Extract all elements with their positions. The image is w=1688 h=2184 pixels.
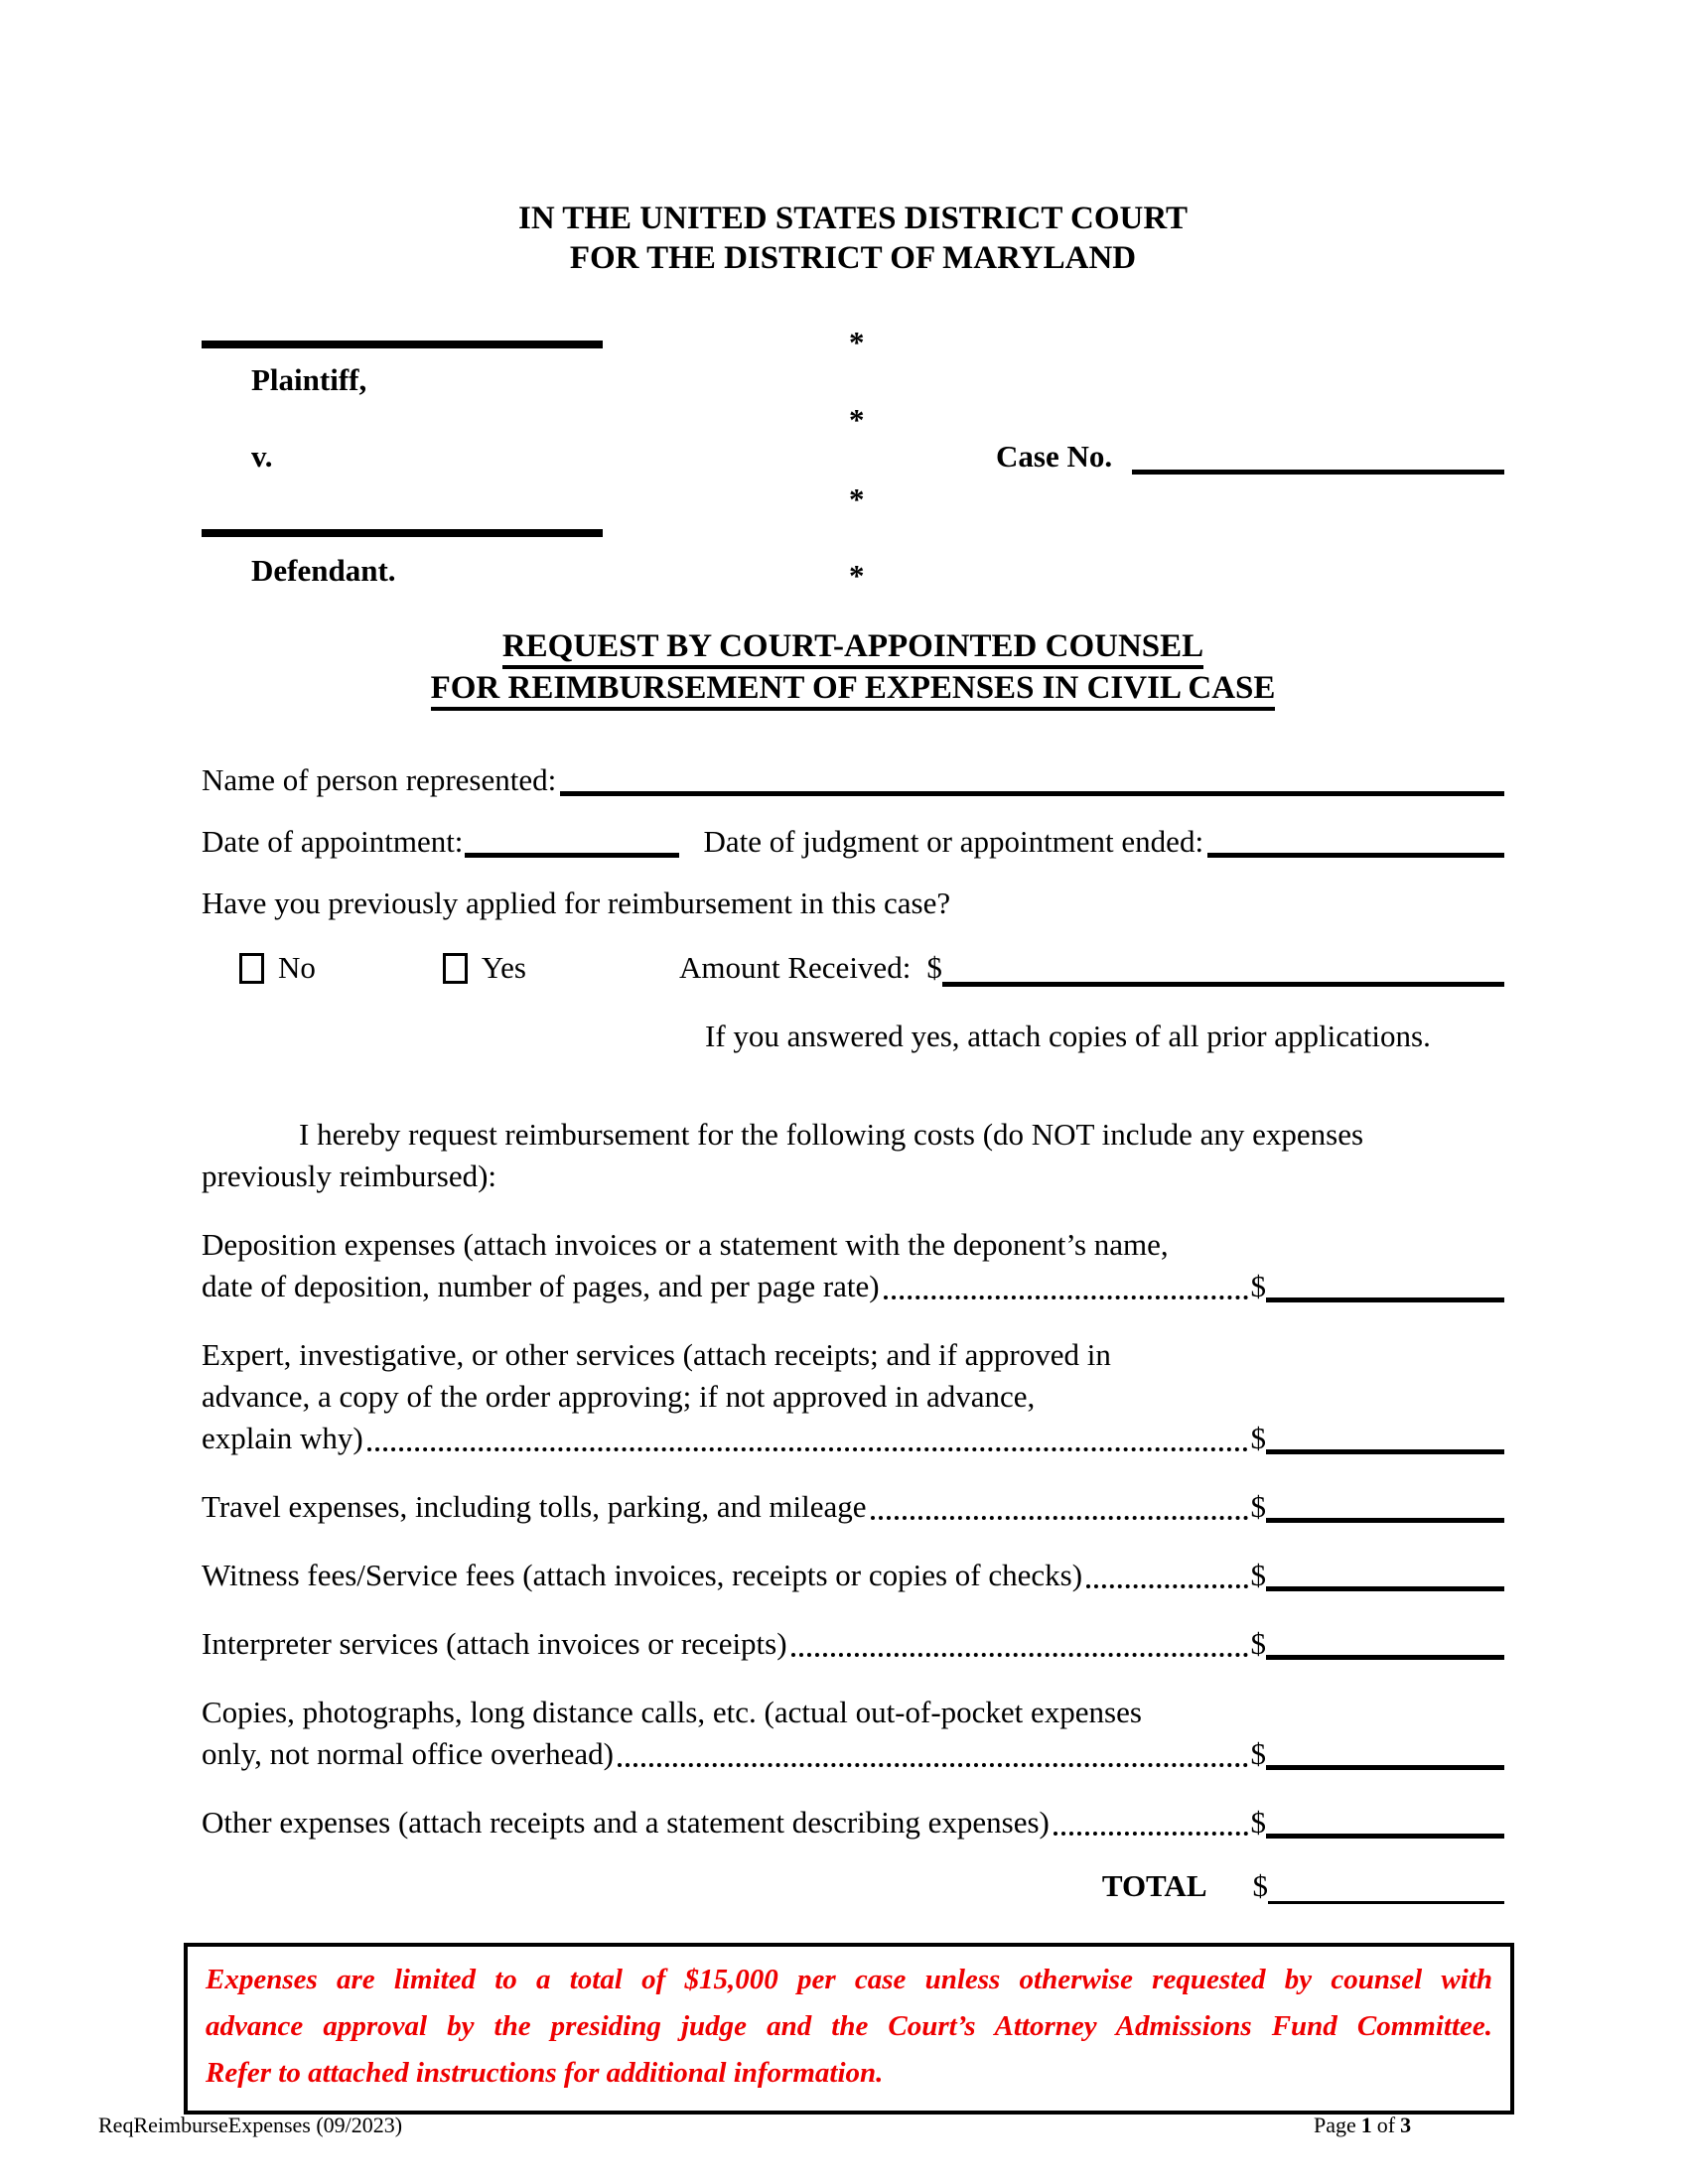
expense-text: Copies, photographs, long distance calls, etc. (actual out-of-pocket expenses [202, 1695, 1142, 1729]
dot-leader [1054, 1832, 1248, 1836]
expense-item-copies [202, 1692, 1504, 1775]
interpreter-amount-blank-line[interactable] [1266, 1655, 1504, 1660]
notice-line1: Expenses are limited to a total of $15,000 per case unless otherwise requested by counsel with [206, 1964, 1492, 1995]
other-amount-blank-line[interactable] [1266, 1834, 1504, 1839]
expert-amount-blank-line[interactable] [1266, 1449, 1504, 1454]
copies-amount-blank-line[interactable] [1266, 1765, 1504, 1770]
yes-checkbox[interactable] [443, 953, 468, 984]
expense-text: Witness fees/Service fees (attach invoices, receipts or copies of checks) [202, 1558, 1083, 1592]
versus-label: v. [251, 439, 273, 474]
form-title [202, 625, 1504, 709]
notice-line3: Refer to attached instructions for additional information. [206, 2057, 884, 2089]
plaintiff-name-blank-line[interactable] [202, 323, 603, 348]
dot-leader [1086, 1584, 1247, 1588]
dollar-sign: $ [926, 950, 942, 985]
amount-received-blank-line[interactable] [942, 982, 1504, 987]
case-caption [202, 323, 1504, 611]
expense-text: only, not normal office overhead) [202, 1736, 614, 1771]
dollar-sign: $ [1252, 1868, 1268, 1903]
expense-text: date of deposition, number of pages, and per page rate) [202, 1269, 880, 1303]
no-checkbox-label: No [278, 950, 316, 985]
dot-leader [618, 1763, 1248, 1767]
dollar-sign: $ [1250, 1626, 1266, 1661]
expense-item-other [202, 1802, 1504, 1843]
expense-text: Travel expenses, including tolls, parking, and mileage [202, 1489, 867, 1524]
previous-application-question: Have you previously applied for reimbursement in this case? [202, 886, 951, 920]
caption-asterisk: * [849, 402, 865, 437]
dates-row [202, 822, 1504, 862]
dot-leader [871, 1516, 1248, 1520]
date-appointment-label: Date of appointment: [202, 824, 464, 859]
dollar-sign: $ [1250, 1558, 1266, 1592]
expense-text: Expert, investigative, or other services (attach receipts; and if approved in [202, 1337, 1111, 1372]
dot-leader [884, 1296, 1248, 1299]
no-checkbox[interactable] [239, 953, 264, 984]
court-name-line2: FOR THE DISTRICT OF MARYLAND [569, 240, 1137, 276]
notice-line2: advance approval by the presiding judge and the Court’s Attorney Admissions Fund Committee. [206, 2010, 1492, 2042]
caption-asterisk: * [849, 481, 865, 516]
dollar-sign: $ [1250, 1805, 1266, 1840]
intro-line2: previously reimbursed): [202, 1159, 497, 1193]
travel-amount-blank-line[interactable] [1266, 1518, 1504, 1523]
expense-text: Deposition expenses (attach invoices or a statement with the deponent’s name, [202, 1227, 1169, 1262]
expense-item-interpreter [202, 1623, 1504, 1665]
page-number: 1 [1360, 2113, 1372, 2137]
dot-leader [367, 1447, 1248, 1451]
case-number-label: Case No. [996, 439, 1113, 474]
intro-line1: I hereby request reimbursement for the following costs (do NOT include any expenses [299, 1117, 1364, 1152]
form-version-footer: ReqReimburseExpenses (09/2023) [98, 2113, 403, 2137]
page-number-footer [1314, 2113, 1411, 2138]
expense-item-witness-fees [202, 1555, 1504, 1596]
total-amount-blank-line[interactable] [1268, 1901, 1504, 1904]
form-title-line2: FOR REIMBURSEMENT OF EXPENSES IN CIVIL CASE [431, 670, 1276, 711]
total-row [202, 1865, 1504, 1907]
total-label: TOTAL [1101, 1868, 1207, 1903]
intro-paragraph [202, 1114, 1504, 1197]
expense-text: Interpreter services (attach invoices or receipts) [202, 1626, 787, 1661]
expense-item-expert [202, 1334, 1504, 1459]
page-total: 3 [1400, 2113, 1412, 2137]
checkbox-row [202, 947, 1504, 989]
expense-item-deposition [202, 1224, 1504, 1307]
dollar-sign: $ [1250, 1736, 1266, 1771]
amount-received-label: Amount Received: [679, 950, 912, 985]
date-appointment-blank-line[interactable] [465, 853, 679, 858]
caption-asterisk: * [849, 558, 865, 593]
date-ended-label: Date of judgment or appointment ended: [703, 824, 1204, 859]
expense-text: Other expenses (attach receipts and a statement describing expenses) [202, 1805, 1050, 1840]
expense-item-travel [202, 1486, 1504, 1528]
defendant-label: Defendant. [251, 553, 396, 588]
dollar-sign: $ [1250, 1421, 1266, 1455]
expense-limit-notice-box [184, 1943, 1514, 2115]
witness-amount-blank-line[interactable] [1266, 1586, 1504, 1591]
case-number-blank-line[interactable] [1132, 470, 1504, 475]
date-ended-blank-line[interactable] [1207, 853, 1504, 858]
dot-leader [791, 1653, 1248, 1657]
court-header [202, 199, 1504, 278]
expense-text: explain why) [202, 1421, 363, 1455]
deposition-amount-blank-line[interactable] [1266, 1297, 1504, 1302]
dollar-sign: $ [1250, 1489, 1266, 1524]
of-word: of [1376, 2113, 1396, 2137]
case-number-row [996, 437, 1504, 477]
name-represented-blank-line[interactable] [560, 791, 1504, 796]
plaintiff-label: Plaintiff, [251, 362, 367, 397]
name-represented-row [202, 760, 1504, 800]
yes-checkbox-label: Yes [481, 950, 526, 985]
defendant-name-blank-line[interactable] [202, 511, 603, 537]
expense-text: advance, a copy of the order approving; if not approved in advance, [202, 1379, 1036, 1414]
caption-asterisk: * [849, 325, 865, 359]
page-word: Page [1314, 2113, 1356, 2137]
court-name-line1: IN THE UNITED STATES DISTRICT COURT [517, 201, 1189, 236]
dollar-sign: $ [1250, 1269, 1266, 1303]
name-represented-label: Name of person represented: [202, 762, 557, 797]
attach-copies-note: If you answered yes, attach copies of all prior applications. [705, 1019, 1431, 1053]
form-title-line1: REQUEST BY COURT-APPOINTED COUNSEL [502, 628, 1203, 669]
